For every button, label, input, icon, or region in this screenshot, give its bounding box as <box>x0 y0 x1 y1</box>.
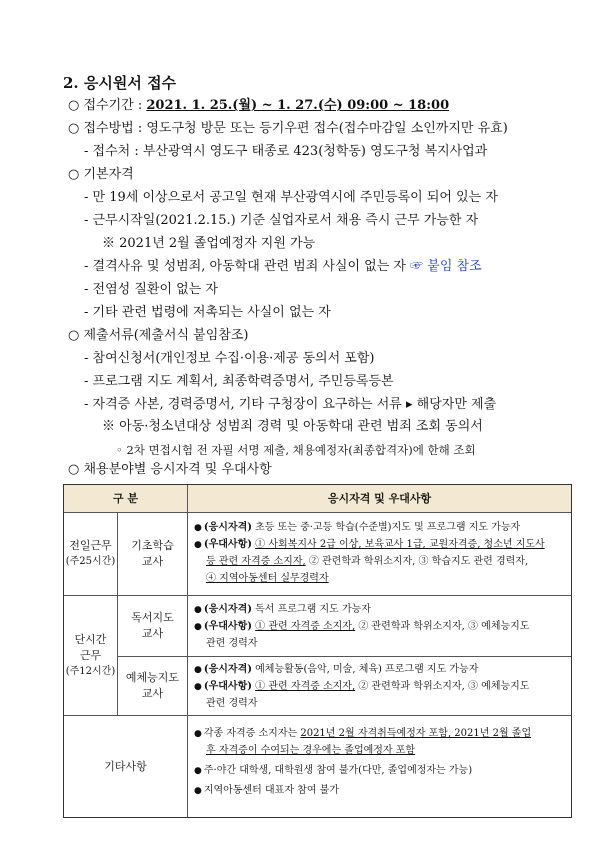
document-item: - 자격증 사본, 경력증명서, 기타 구청장이 요구하는 서류 ▸ 해당자만 제출 <box>84 397 497 412</box>
fulltime-category: 전일근무 (주25시간) <box>64 513 118 596</box>
basic-note: ※ 2021년 2월 졸업예정자 지원 가능 <box>102 236 316 251</box>
basic-item: - 전염성 질환이 없는 자 <box>84 282 218 297</box>
qualification-table <box>63 484 572 818</box>
parttime-category: 단시간 근무 (주12시간) <box>64 596 118 716</box>
document-note: ※ 아동·청소년대상 성범죄 경력 및 아동학대 관련 범죄 조회 동의서 <box>102 419 483 434</box>
attachment-reference-link[interactable]: ☞ 붙임 참조 <box>410 259 482 274</box>
disqualification-item: - 결격사유 및 성범죄, 아동학대 관련 범죄 사실이 없는 자 ☞ 붙임 참조 <box>84 259 482 274</box>
role-arts: 예체능지도 교사 <box>118 657 188 716</box>
basic-item: - 근무시작일(2021.2.15.) 기준 실업자로서 채용 즉시 근무 가능한 자 <box>84 213 479 228</box>
section-title: 2. 응시원서 접수 <box>63 74 177 92</box>
application-method: ○ 접수방법 : 영도구청 방문 또는 등기우편 접수(접수마감일 소인까지만 유효) <box>68 121 508 136</box>
arts-quals: ● (응시자격) 예체능활동(음악, 미술, 체육) 프로그램 지도 가능자 ● (우대사항) ① 관련 자격증 소지자, ② 관련학과 학위소지자, ③ 예체능지도 관련 경력자 <box>188 657 571 716</box>
role-reading: 독서지도 교사 <box>118 596 188 657</box>
other-notes: ● 각종 자격증 소지자는 2021년 2월 자격취득예정자 포함, 2021년 2월 졸업 후 자격증이 수여되는 경우에는 졸업예정자 포함 ● 주·야간 대학생, 대학원생 참여 불가(다만, 졸업예정자는 가능) ● 지역아동센터 대표자 참여 불가 <box>194 728 532 796</box>
basic-item: - 기타 관련 법령에 저촉되는 사실이 없는 자 <box>84 305 331 320</box>
field-qualification-title: ○ 채용분야별 응시자격 및 우대사항 <box>68 462 272 477</box>
basic-item: - 만 19세 이상으로서 공고일 현재 부산광역시에 주민등록이 되어 있는 자 <box>84 190 498 205</box>
basic-learning-quals: ● (응시자격) 초등 또는 중·고등 학습(수준별)지도 및 프로그램 지도 가능자 ● (우대사항) ① 사회복지사 2급 이상, 보육교사 1급, 교원자격증, 청소년 지도사 등 관련 자격증 소지자, ② 관련학과 학위소지자, ③ 학습지도 관련 경력자, ④ 지역아동센터 실무경력자 <box>188 513 571 596</box>
application-period: ○ 접수기간 : 2021. 1. 25.(월) ~ 1. 27.(수) 09:00 ~ 18:00 <box>68 98 450 113</box>
document-subnote: ◦ 2차 면접시험 전 자필 서명 제출, 채용예정자(최종합격자)에 한해 조회 <box>116 443 476 457</box>
basic-qualification-title: ○ 기본자격 <box>68 167 134 182</box>
table-header-quals: 응시자격 및 우대사항 <box>188 485 571 513</box>
other-category: 기타사항 <box>64 716 188 817</box>
reading-quals: ● (응시자격) 독서 프로그램 지도 가능자 ● (우대사항) ① 관련 자격증 소지자, ② 관련학과 학위소지자, ③ 예체능지도 관련 경력자 <box>188 596 571 657</box>
table-header-category: 구 분 <box>64 485 188 513</box>
application-place: - 접수처 : 부산광역시 영도구 태종로 423(청학동) 영도구청 복지사업과 <box>84 144 488 159</box>
documents-title: ○ 제출서류(제출서식 붙임참조) <box>68 328 249 343</box>
document-item: - 참여신청서(개인정보 수집·이용·제공 동의서 포함) <box>84 351 375 366</box>
role-basic-learning: 기초학습 교사 <box>118 513 188 596</box>
document-item: - 프로그램 지도 계획서, 최종학력증명서, 주민등록등본 <box>84 374 394 389</box>
